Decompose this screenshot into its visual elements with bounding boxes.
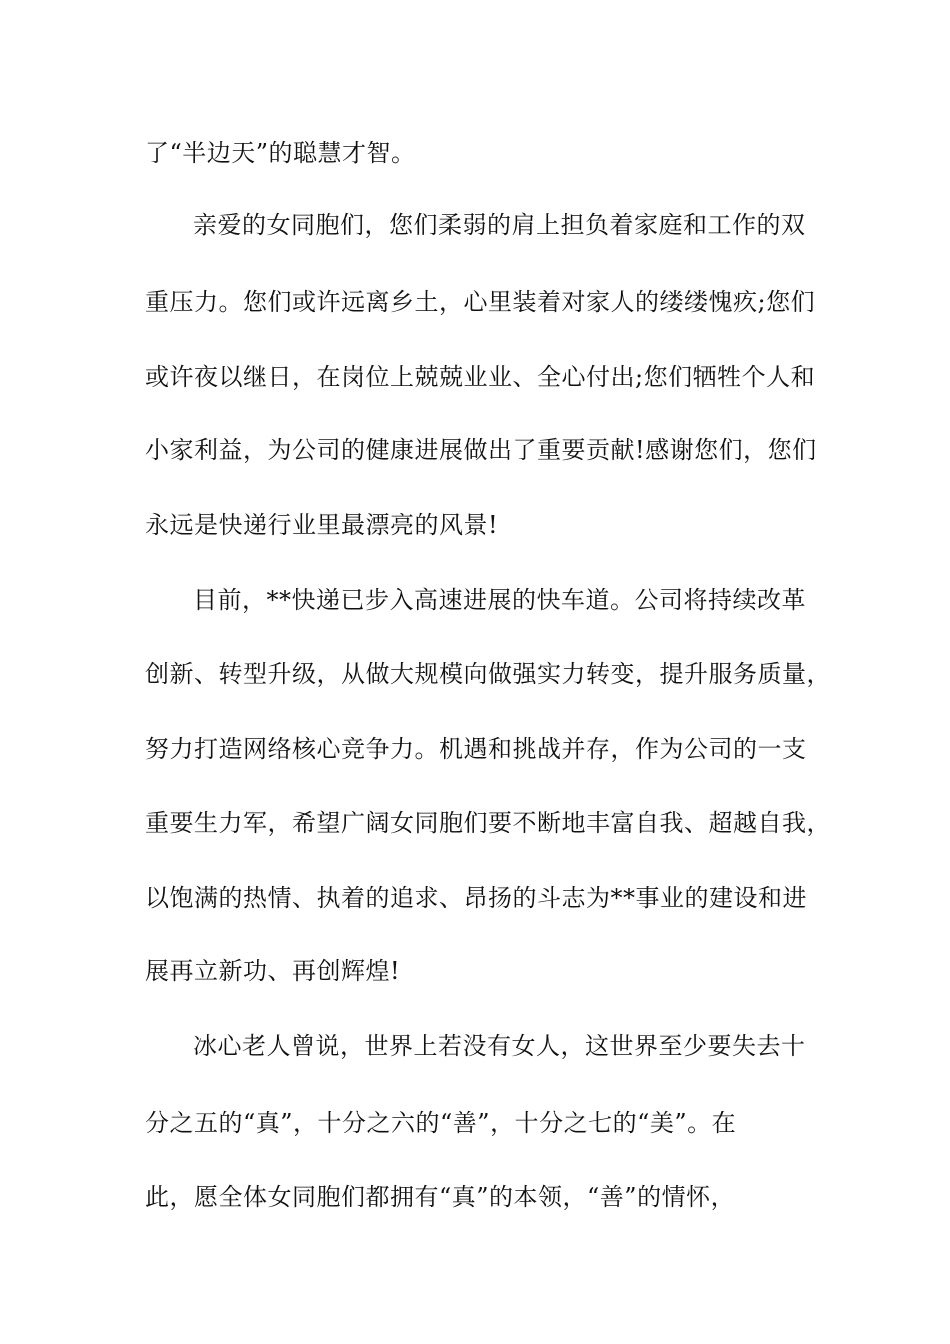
paragraph-line: 亲爱的女同胞们，您们柔弱的肩上担负着家庭和工作的双 bbox=[193, 211, 806, 239]
paragraph-line: 此，愿全体女同胞们都拥有“真”的本领，“善”的情怀， bbox=[145, 1183, 736, 1211]
paragraph-line: 目前，**快递已步入高速进展的快车道。公司将持续改革 bbox=[193, 586, 806, 614]
paragraph-line: 以饱满的热情、执着的追求、昂扬的斗志为**事业的建设和进 bbox=[145, 884, 807, 912]
paragraph-line: 或许夜以继日，在岗位上兢兢业业、全心付出;您们牺牲个人和 bbox=[145, 363, 816, 391]
paragraph-line: 分之五的“真”，十分之六的“善”，十分之七的“美”。在 bbox=[145, 1109, 737, 1137]
paragraph-line: 努力打造网络核心竞争力。机遇和挑战并存，作为公司的一支 bbox=[145, 735, 807, 763]
paragraph-line: 创新、转型升级，从做大规模向做强实力转变，提升服务质量， bbox=[145, 660, 831, 688]
paragraph-line: 展再立新功、再创辉煌! bbox=[145, 957, 401, 985]
paragraph-line: 永远是快递行业里最漂亮的风景! bbox=[145, 511, 499, 539]
paragraph-line: 重要生力军，希望广阔女同胞们要不断地丰富自我、超越自我， bbox=[145, 809, 831, 837]
paragraph-line: 了“半边天”的聪慧才智。 bbox=[145, 139, 416, 167]
paragraph-line: 小家利益，为公司的健康进展做出了重要贡献!感谢您们，您们 bbox=[145, 436, 817, 464]
paragraph-line: 重压力。您们或许远离乡土，心里装着对家人的缕缕愧疚;您们 bbox=[145, 288, 816, 316]
paragraph-line: 冰心老人曾说，世界上若没有女人，这世界至少要失去十 bbox=[193, 1032, 806, 1060]
